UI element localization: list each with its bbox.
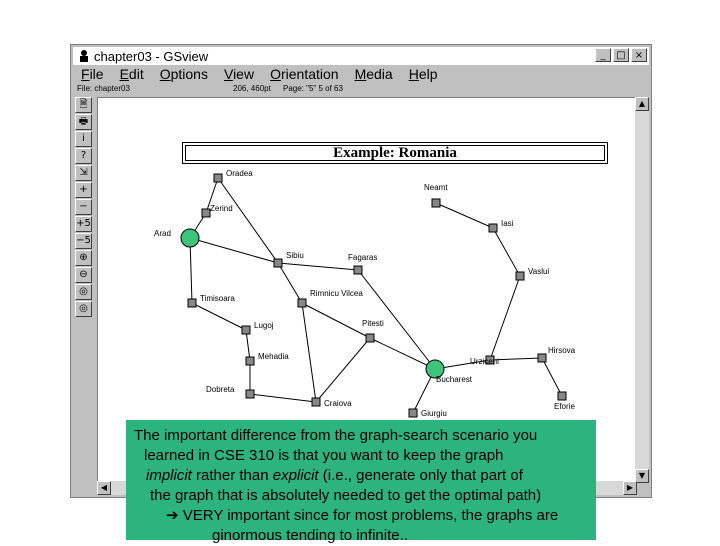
slide-heading: Example: Romania: [333, 145, 457, 161]
note-line-2: learned in CSE 310 is that you want to keep the graph: [144, 447, 504, 464]
road-edge: [316, 338, 370, 402]
city-node: [246, 390, 254, 398]
city-node: [558, 392, 566, 400]
city-node: [242, 326, 250, 334]
previous-page-icon[interactable]: −: [75, 199, 92, 215]
menu-edit[interactable]: Edit: [119, 66, 144, 82]
city-node: [246, 357, 254, 365]
title-bar[interactable]: [73, 47, 649, 65]
note-line-3: implicit rather than explicit (i.e., generate only that part of: [146, 467, 523, 484]
city-label: Rimnicu Vilcea: [310, 289, 363, 298]
city-label: Craiova: [324, 399, 352, 408]
road-edge: [490, 276, 520, 360]
zoom-out-icon[interactable]: ⊖: [75, 267, 92, 283]
road-edge: [370, 338, 435, 369]
slide-note-box: [126, 420, 596, 544]
search-next-icon[interactable]: ◎: [75, 301, 92, 317]
status-file: File: chapter03: [77, 84, 130, 93]
vertical-scrollbar[interactable]: [635, 97, 649, 483]
city-label: Fagaras: [348, 253, 378, 262]
city-label: Urziceni: [470, 357, 499, 366]
help-icon[interactable]: ?: [75, 148, 92, 164]
road-edge: [302, 303, 316, 402]
note-line-6: ginormous tending to infinite..: [212, 527, 408, 544]
menu-help[interactable]: Help: [408, 66, 438, 82]
city-node: [538, 354, 546, 362]
city-node: [432, 199, 440, 207]
city-node: [516, 272, 524, 280]
menu-options[interactable]: Options: [159, 66, 208, 82]
menu-file[interactable]: File: [81, 66, 104, 82]
road-edge: [190, 238, 278, 263]
city-node: [409, 409, 417, 417]
road-edge: [302, 303, 370, 338]
city-label: Zerind: [210, 204, 233, 213]
menu-view[interactable]: View: [223, 66, 255, 82]
menu-media[interactable]: Media: [354, 66, 393, 82]
note-line-4: the graph that is absolutely needed to get the optimal path): [150, 487, 542, 504]
close-button[interactable]: ×: [631, 48, 647, 62]
print-icon[interactable]: 🖶: [75, 114, 92, 130]
city-node: [354, 266, 362, 274]
search-icon[interactable]: ◎: [75, 284, 92, 300]
city-label: Vaslui: [528, 267, 550, 276]
zoom-in-icon[interactable]: ⊕: [75, 250, 92, 266]
city-label: Iasi: [501, 219, 514, 228]
window-title: chapter03 - GSview: [94, 48, 209, 64]
city-label: Bucharest: [436, 375, 473, 384]
scroll-down-icon[interactable]: ▼: [635, 469, 649, 483]
minimize-button[interactable]: _: [595, 48, 611, 62]
city-node: [298, 299, 306, 307]
city-node: [214, 174, 222, 182]
road-edge: [436, 203, 493, 228]
city-node: [489, 224, 497, 232]
city-label: Giurgiu: [421, 409, 447, 418]
toolbar: [75, 97, 93, 318]
scroll-left-icon[interactable]: ◀: [97, 481, 111, 495]
status-coordinates: 206, 460pt: [233, 84, 271, 93]
skip-forward-5-icon[interactable]: +5: [75, 216, 92, 232]
road-edge: [190, 238, 192, 303]
note-line-5: ➔ VERY important since for most problems, the graphs are: [166, 507, 559, 524]
city-node: [202, 209, 210, 217]
road-edge: [278, 263, 358, 270]
city-label: Sibiu: [286, 251, 304, 260]
next-page-icon[interactable]: +: [75, 182, 92, 198]
road-edge: [542, 358, 562, 396]
city-label: Pitesti: [362, 319, 384, 328]
city-label: Timisoara: [200, 294, 235, 303]
note-line-1: The important difference from the graph-search scenario you: [134, 427, 538, 444]
road-edge: [192, 303, 246, 330]
status-bar: [73, 83, 649, 95]
city-label: Lugoj: [254, 321, 274, 330]
menu-orientation[interactable]: Orientation: [270, 66, 339, 82]
city-label: Neamt: [424, 183, 448, 192]
maximize-button[interactable]: □: [613, 48, 629, 62]
road-edge: [250, 394, 316, 402]
city-label: Oradea: [226, 169, 253, 178]
city-node: [188, 299, 196, 307]
city-label: Mehadia: [258, 352, 289, 361]
city-label: Dobreta: [206, 385, 235, 394]
city-node: [274, 259, 282, 267]
road-edge: [218, 178, 278, 263]
scroll-right-icon[interactable]: ▶: [623, 481, 637, 495]
scroll-up-icon[interactable]: ▲: [635, 97, 649, 111]
status-page: Page: "5" 5 of 63: [283, 84, 343, 93]
city-node: [181, 229, 199, 247]
city-label: Eforie: [554, 402, 575, 411]
open-icon[interactable]: 🗎: [75, 97, 92, 113]
road-edge: [246, 330, 250, 361]
gsview-app-icon: [77, 49, 91, 63]
skip-back-5-icon[interactable]: −5: [75, 233, 92, 249]
arrow-icon: ➔: [166, 507, 179, 524]
road-edge: [278, 263, 302, 303]
info-icon[interactable]: i: [75, 131, 92, 147]
city-label: Arad: [154, 229, 171, 238]
city-node: [312, 398, 320, 406]
goto-page-icon[interactable]: ⇲: [75, 165, 92, 181]
city-label: Hirsova: [548, 346, 576, 355]
road-edge: [493, 228, 520, 276]
city-node: [366, 334, 374, 342]
menu-bar: [73, 65, 649, 83]
